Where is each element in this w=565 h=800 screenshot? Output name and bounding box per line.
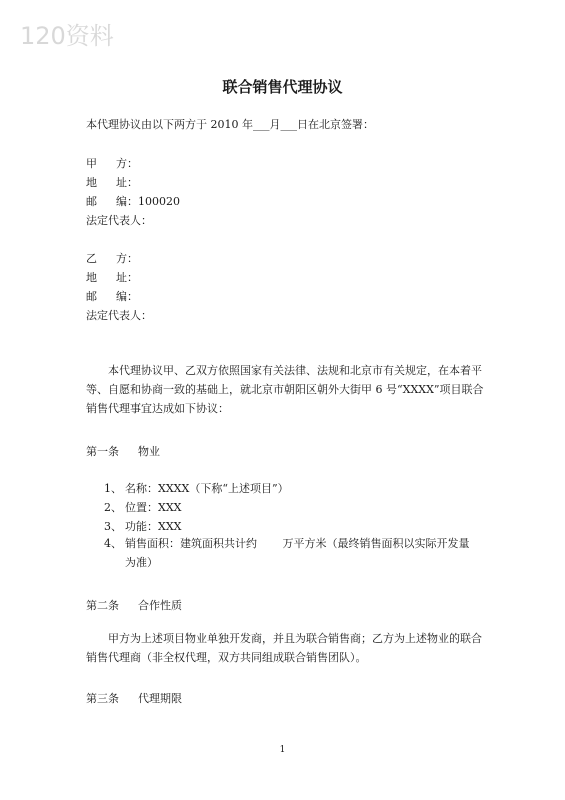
party-b-postcode-value: 编： [116, 290, 138, 303]
party-b-postcode [86, 290, 138, 303]
watermark-logo: 120资料 [20, 22, 114, 50]
article-1-number: 第一条 [86, 445, 119, 458]
list-item-text: 功能：XXX [125, 520, 182, 533]
article-1-heading [86, 443, 160, 459]
party-b-representative: 法定代表人： [86, 309, 152, 322]
document-title: 联合销售代理协议 [222, 78, 343, 96]
list-item [104, 480, 289, 496]
party-b-address-label: 地 [86, 271, 97, 284]
list-item-text: 名称：XXXX（下称“上述项目”） [125, 482, 289, 495]
list-item-number: 1、 [104, 482, 122, 495]
party-a-name [86, 157, 138, 170]
party-a-postcode-value: 编：100020 [116, 195, 180, 208]
list-item [104, 499, 182, 515]
party-b-address-colon: 址： [116, 271, 138, 284]
party-a-address [86, 176, 138, 189]
article-1-title: 物业 [138, 445, 160, 458]
article-2-number: 第二条 [86, 599, 119, 612]
list-item-continuation: 为准） [125, 556, 158, 569]
preamble-paragraph: 本代理协议甲、乙双方依照国家有关法律、法规和北京市有关规定，在本着平等、自愿和协商一致的基础上，就北京市朝阳区朝外大街甲 6 号“XXXX”项目联合销售代理事宜达成如下协议： [86, 364, 484, 415]
article-3-title: 代理期限 [138, 692, 182, 705]
article-2-body: 甲方为上述项目物业单独开发商，并且为联合销售商；乙方为上述物业的联合销售代理商（非全权代理，双方共同组成联合销售团队）。 [86, 632, 482, 664]
party-b-name-colon: 方： [116, 252, 138, 265]
party-a-name-label: 甲 [86, 157, 97, 170]
article-2-title: 合作性质 [138, 599, 182, 612]
article-3-heading [86, 690, 182, 706]
party-b-name-label: 乙 [86, 252, 97, 265]
page-number: 1 [279, 745, 286, 755]
list-item-number: 4、 [104, 537, 122, 550]
party-b-postcode-label: 邮 [86, 290, 97, 303]
list-item-text: 位置：XXX [125, 501, 182, 514]
article-3-number: 第三条 [86, 692, 119, 705]
party-a-postcode-label: 邮 [86, 195, 97, 208]
list-item [104, 518, 182, 534]
party-a-representative: 法定代表人： [86, 214, 152, 227]
list-item-number: 2、 [104, 501, 122, 514]
list-item-text: 销售面积：建筑面积共计约 万平方米（最终销售面积以实际开发量 [125, 537, 470, 550]
party-a-name-colon: 方： [116, 157, 138, 170]
list-item [104, 534, 494, 572]
party-a-postcode [86, 195, 180, 208]
article-2-heading [86, 597, 182, 613]
party-a-address-label: 地 [86, 176, 97, 189]
party-b-address [86, 271, 138, 284]
list-item-number: 3、 [104, 520, 122, 533]
party-b-name [86, 252, 138, 265]
party-a-address-colon: 址： [116, 176, 138, 189]
intro-line: 本代理协议由以下两方于 2010 年___月___日在北京签署： [86, 118, 374, 131]
